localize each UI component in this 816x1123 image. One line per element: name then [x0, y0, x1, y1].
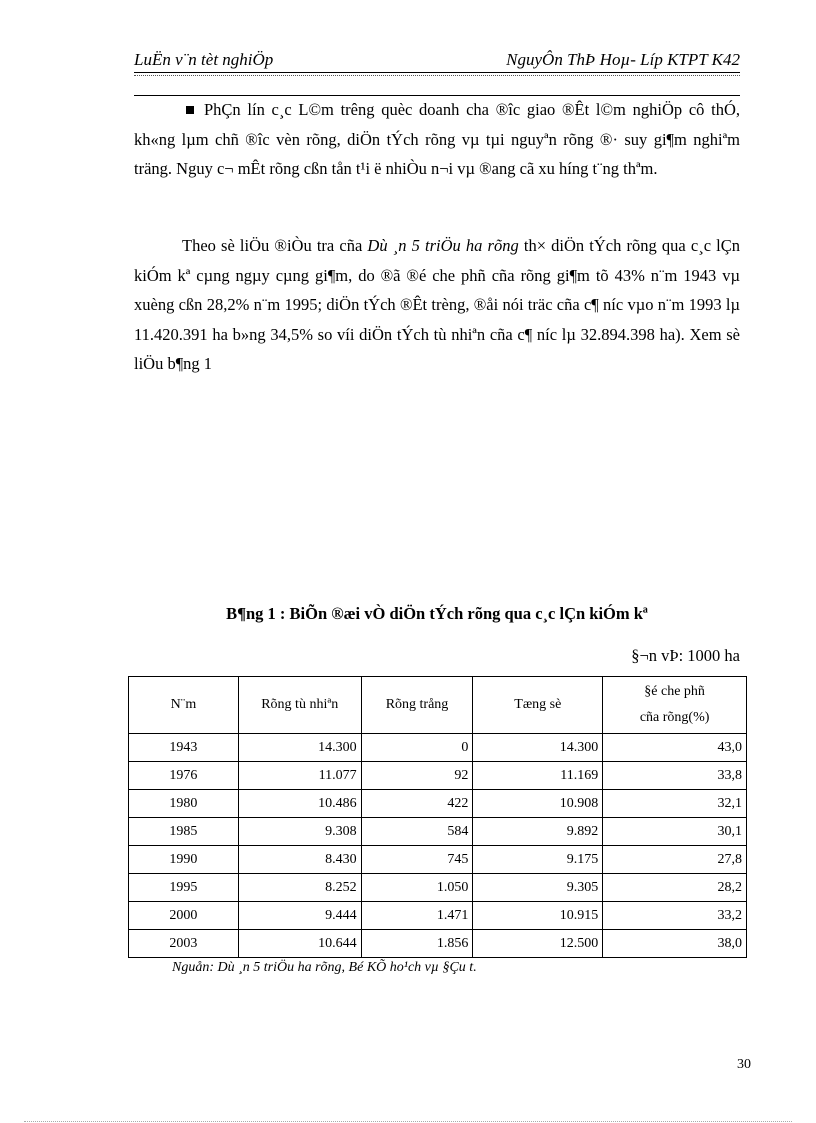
header-author: NguyÔn ThÞ Hoµ- Líp KTPT K42 [506, 50, 740, 69]
bullet-icon [186, 106, 194, 114]
table-body [129, 734, 747, 958]
cell-coverage: 27,8 [603, 846, 747, 874]
cell-coverage: 33,2 [603, 902, 747, 930]
table-source: Nguån: Dù ¸n 5 triÖu ha rõng, Bé KÕ ho¹ch vµ §Çu t. [172, 960, 477, 975]
table-row [129, 902, 747, 930]
cell-total: 12.500 [473, 930, 603, 958]
table-row [129, 930, 747, 958]
cell-year: 1995 [129, 874, 239, 902]
paragraph-2-text-b: th× diÖn tÝch rõng qua c¸c lÇn kiÓm kª cµng ngµy cµng gi¶m, do ®ã ®é che phñ cña rõng gi¶m tõ 43% n¨m 1943 vµ xuèng cßn 28,2% n¨m 1995; diÖn tÝch ®Êt trèng, ®åi nói träc cña c¶ níc vµo n¨m 1993 lµ 11.420.391 ha b»ng 34,5% so víi diÖn tÝch tù nhiªn cña c¶ níc lµ 32.894.398 ha). Xem sè liÖu b¶ng 1 [134, 236, 740, 373]
col-total: Tæng sè [473, 677, 603, 734]
cell-total: 10.908 [473, 790, 603, 818]
cell-natural: 9.308 [238, 818, 361, 846]
paragraph-2 [134, 231, 740, 379]
cell-total: 9.892 [473, 818, 603, 846]
cell-coverage: 30,1 [603, 818, 747, 846]
cell-coverage: 33,8 [603, 762, 747, 790]
cell-natural: 10.486 [238, 790, 361, 818]
col-year: N¨m [129, 677, 239, 734]
cell-planted: 745 [361, 846, 473, 874]
cell-planted: 422 [361, 790, 473, 818]
cell-year: 1943 [129, 734, 239, 762]
cell-natural: 9.444 [238, 902, 361, 930]
table-title: B¶ng 1 : BiÕn ®æi vÒ diÖn tÝch rõng qua c¸c lÇn kiÓm kª [226, 604, 648, 623]
project-name: Dù ¸n 5 triÖu ha rõng [367, 236, 519, 255]
table-row [129, 790, 747, 818]
cell-total: 9.175 [473, 846, 603, 874]
cell-year: 2000 [129, 902, 239, 930]
cell-year: 1976 [129, 762, 239, 790]
table-unit: §¬n vÞ: 1000 ha [631, 646, 740, 665]
col-natural-forest: Rõng tù nhiªn [238, 677, 361, 734]
cell-natural: 14.300 [238, 734, 361, 762]
cell-year: 1985 [129, 818, 239, 846]
cell-planted: 1.856 [361, 930, 473, 958]
header-thesis-title: LuËn v¨n tèt nghiÖp [134, 50, 274, 69]
cell-total: 9.305 [473, 874, 603, 902]
cell-coverage: 28,2 [603, 874, 747, 902]
forest-area-table [128, 676, 747, 958]
table-row [129, 734, 747, 762]
cell-planted: 92 [361, 762, 473, 790]
header-dotted-rule [134, 75, 740, 76]
cell-natural: 8.252 [238, 874, 361, 902]
cell-planted: 1.471 [361, 902, 473, 930]
table-header-row [129, 677, 747, 734]
col-planted-forest: Rõng trång [361, 677, 473, 734]
cell-year: 2003 [129, 930, 239, 958]
cell-planted: 1.050 [361, 874, 473, 902]
paragraph-bullet [134, 95, 740, 184]
cell-total: 14.300 [473, 734, 603, 762]
cell-year: 1990 [129, 846, 239, 874]
cell-coverage: 38,0 [603, 930, 747, 958]
table-row [129, 874, 747, 902]
cell-planted: 0 [361, 734, 473, 762]
cell-total: 11.169 [473, 762, 603, 790]
cell-natural: 11.077 [238, 762, 361, 790]
col-coverage: §é che phñ cña rõng(%) [603, 677, 747, 734]
cell-year: 1980 [129, 790, 239, 818]
table-row [129, 846, 747, 874]
paragraph-2-text-a: Theo sè liÖu ®iÒu tra cña [182, 236, 368, 255]
cell-coverage: 32,1 [603, 790, 747, 818]
table-row [129, 762, 747, 790]
table-row [129, 818, 747, 846]
cell-natural: 8.430 [238, 846, 361, 874]
cell-planted: 584 [361, 818, 473, 846]
cell-coverage: 43,0 [603, 734, 747, 762]
cell-total: 10.915 [473, 902, 603, 930]
page-number: 30 [737, 1057, 751, 1072]
page-bottom-rule [24, 1121, 792, 1122]
cell-natural: 10.644 [238, 930, 361, 958]
paragraph-1-text: PhÇn lín c¸c L©m trêng quèc doanh cha ®îc giao ®Êt l©m nghiÖp cô thÓ, kh«ng lµm chñ ®îc vèn rõng, diÖn tÝch rõng vµ tµi nguyªn rõng ®· suy gi¶m nghiªm träng. Nguy c¬ mÊt rõng cßn tån t¹i ë nhiÒu n¬i vµ ®ang cã xu híng t¨ng thªm. [134, 100, 740, 178]
page-header [134, 50, 740, 73]
